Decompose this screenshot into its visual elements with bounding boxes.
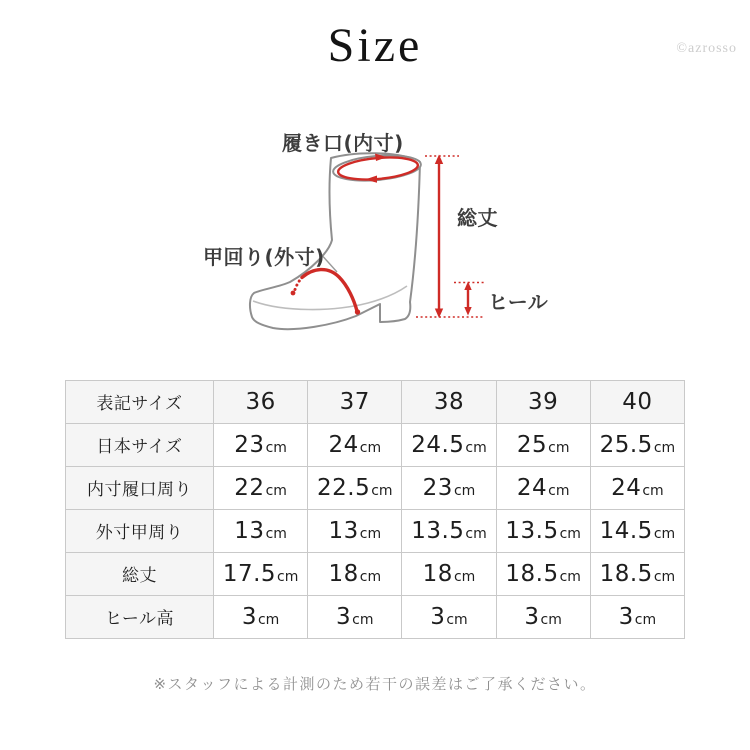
table-row [66,595,685,638]
size-header-cell: 36 [214,380,308,423]
boot-diagram-svg [183,120,563,350]
size-cell: 22.5cm [308,466,402,509]
table-row [66,509,685,552]
heel-height-arrow [454,281,484,315]
total-length-arrow [416,154,483,318]
disclaimer-note: ※スタッフによる計測のため若干の誤差はご了承ください。 [153,674,597,693]
size-header-cell: 39 [496,380,590,423]
size-table-container [65,380,685,639]
boot-measurement-diagram [183,120,563,350]
total-length-label: 総丈 [457,205,498,230]
size-header-cell: 37 [308,380,402,423]
table-row [66,552,685,595]
size-cell: 13.5cm [402,509,496,552]
size-cell: 23cm [402,466,496,509]
size-cell: 3cm [214,595,308,638]
brand-watermark: ©azrosso [676,41,737,56]
size-header-cell: 38 [402,380,496,423]
size-header-cell: 40 [590,380,684,423]
size-cell: 25.5cm [590,423,684,466]
row-label: 日本サイズ [66,423,214,466]
size-cell: 18cm [308,552,402,595]
page-title: Size [327,19,423,72]
size-cell: 24cm [496,466,590,509]
size-cell: 3cm [308,595,402,638]
size-cell: 25cm [496,423,590,466]
opening-label: 履き口(内寸) [282,130,404,155]
row-label: 表記サイズ [66,380,214,423]
instep-label: 甲回り(外寸) [203,244,325,269]
table-row [66,423,685,466]
size-cell: 3cm [402,595,496,638]
size-cell: 24.5cm [402,423,496,466]
table-header-row [66,380,685,423]
row-label: ヒール高 [66,595,214,638]
size-cell: 18.5cm [496,552,590,595]
size-cell: 22cm [214,466,308,509]
size-cell: 18.5cm [590,552,684,595]
size-cell: 24cm [308,423,402,466]
size-cell: 3cm [590,595,684,638]
row-label: 外寸甲周り [66,509,214,552]
heel-label: ヒール [488,289,549,314]
size-cell: 13cm [214,509,308,552]
row-label: 総丈 [66,552,214,595]
size-cell: 13cm [308,509,402,552]
size-cell: 24cm [590,466,684,509]
size-cell: 17.5cm [214,552,308,595]
row-label: 内寸履口周り [66,466,214,509]
size-cell: 23cm [214,423,308,466]
size-cell: 18cm [402,552,496,595]
size-table [65,380,685,639]
size-cell: 3cm [496,595,590,638]
size-cell: 13.5cm [496,509,590,552]
size-cell: 14.5cm [590,509,684,552]
table-row [66,466,685,509]
boot-outline [250,153,420,329]
